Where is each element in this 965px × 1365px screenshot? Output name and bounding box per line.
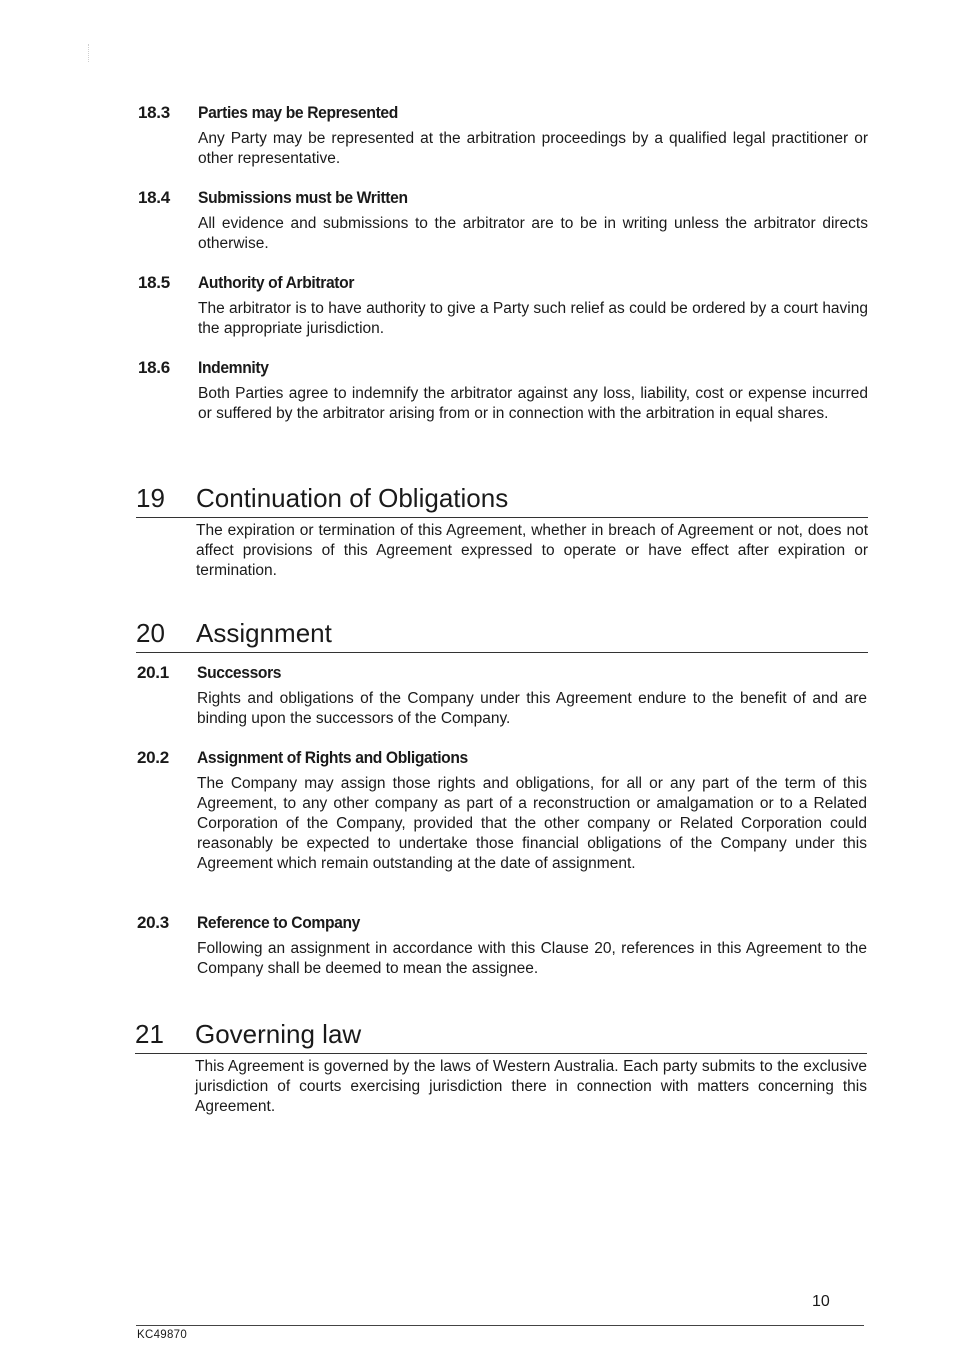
footer-rule: [136, 1325, 864, 1326]
clause-body: Rights and obligations of the Company under this Agreement endure to the benefit of and are binding upon the successors of the Company.: [197, 690, 867, 727]
section-title: Governing law: [195, 1019, 362, 1049]
clause-number: 18.6: [138, 358, 170, 377]
clause-number: 18.5: [138, 273, 170, 292]
clause-body: All evidence and submissions to the arbitrator are to be in writing unless the arbitrator directs otherwise.: [198, 215, 868, 252]
clause-title: Parties may be Represented: [198, 103, 398, 122]
clause-title: Indemnity: [198, 358, 269, 377]
clause-number: 20.3: [137, 913, 169, 932]
clause-title: Assignment of Rights and Obligations: [197, 748, 468, 767]
clause-body: Following an assignment in accordance with this Clause 20, references in this Agreement to the Company shall be deemed to mean the assignee.: [197, 940, 867, 977]
section-rule: [136, 652, 868, 653]
clause-title: Submissions must be Written: [198, 188, 408, 207]
section-title: Assignment: [196, 618, 332, 648]
clause-number: 20.1: [137, 663, 169, 682]
clause-body: Both Parties agree to indemnify the arbitrator against any loss, liability, cost or expense incurred or suffered by the arbitrator arising from or in connection with the arbitration in equal shares.: [198, 385, 868, 422]
document-reference: KC49870: [137, 1329, 188, 1341]
clause-number: 18.3: [138, 103, 170, 122]
clause-number: 18.4: [138, 188, 170, 207]
section-number: 21: [135, 1019, 164, 1049]
section-rule: [136, 517, 868, 518]
clause-title: Reference to Company: [197, 913, 360, 932]
clause-body: Any Party may be represented at the arbitration proceedings by a qualified legal practitioner or other representative.: [198, 130, 868, 167]
clause-body: The arbitrator is to have authority to give a Party such relief as could be ordered by a court having the appropriate jurisdiction.: [198, 300, 868, 337]
clause-body: The Company may assign those rights and obligations, for all or any part of the term of this Agreement, to any other company as part of a reconstruction or amalgamation or to a Related Corporation of the Company, provided that the other company or Related Corporation could reasonably be expected to undertake those financial obligations of the Company under this Agreement which remain outstanding at the date of assignment.: [197, 775, 867, 872]
scan-artifact: [88, 44, 92, 62]
section-rule: [135, 1053, 867, 1054]
section-number: 19: [136, 483, 165, 513]
section-number: 20: [136, 618, 165, 648]
section-body: This Agreement is governed by the laws of Western Australia. Each party submits to the exclusive jurisdiction of courts exercising jurisdiction there in connection with matters concerning this Agreement.: [195, 1058, 867, 1115]
clause-title: Successors: [197, 663, 282, 682]
clause-title: Authority of Arbitrator: [198, 273, 355, 292]
section-title: Continuation of Obligations: [196, 483, 509, 513]
section-body: The expiration or termination of this Agreement, whether in breach of Agreement or not, does not affect provisions of this Agreement expressed to operate or have effect after expiration or termination.: [196, 522, 868, 579]
page-number: 10: [812, 1293, 830, 1310]
clause-number: 20.2: [137, 748, 169, 767]
